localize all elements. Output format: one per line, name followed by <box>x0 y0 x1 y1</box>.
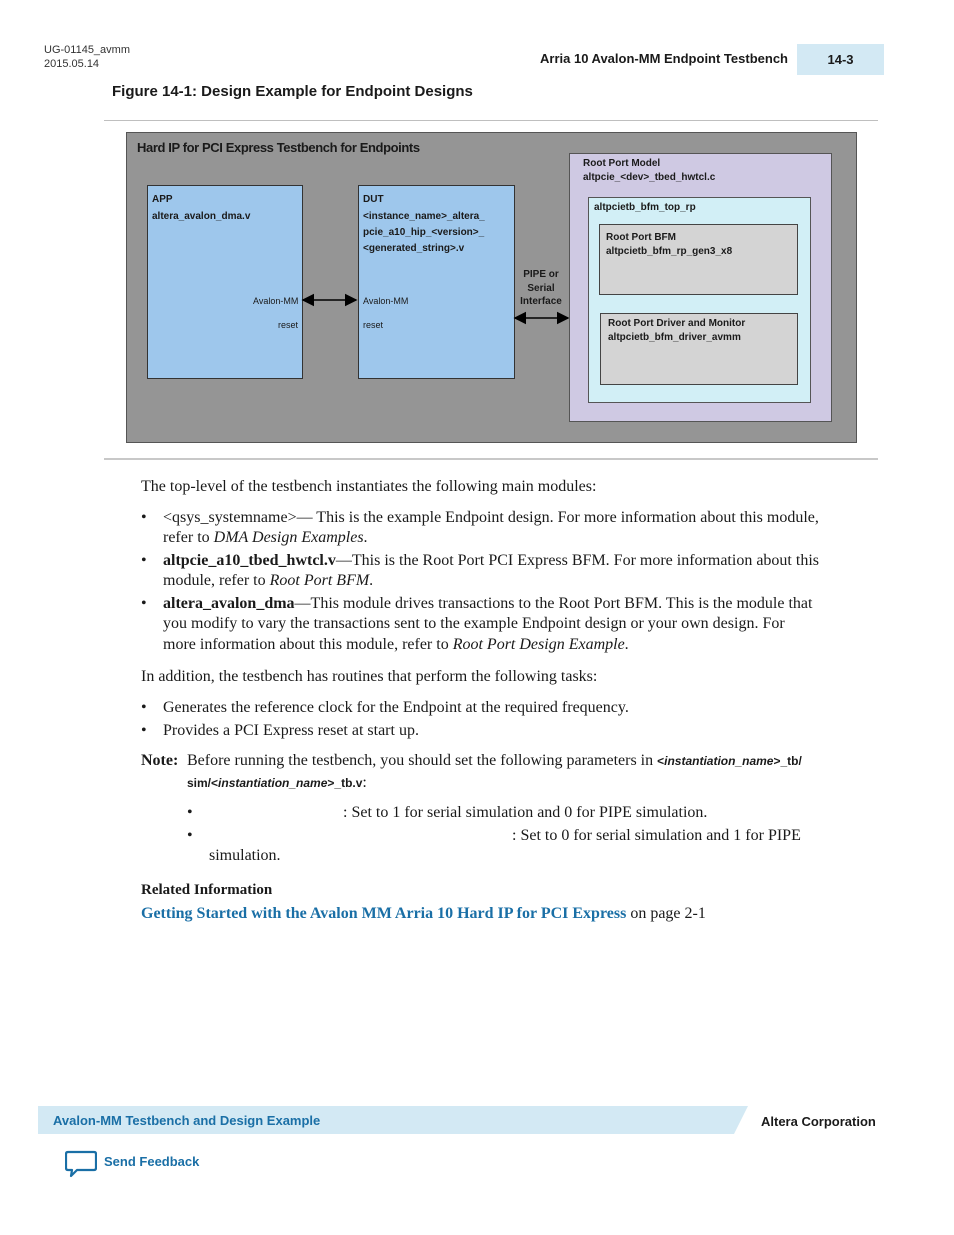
module-2-name: altpcie_a10_tbed_hwtcl.v <box>163 552 336 569</box>
root-port-model-file: altpcie_<dev>_tbed_hwtcl.c <box>583 172 716 183</box>
rp-driver-label <box>608 317 745 345</box>
footer-company: Altera Corporation <box>761 1114 876 1129</box>
rp-bfm-file: altpcietb_bfm_rp_gen3_x8 <box>606 246 733 257</box>
note-label: Note: <box>141 752 179 769</box>
bullet-dot: • <box>141 722 147 739</box>
app-file: altera_avalon_dma.v <box>152 211 251 222</box>
send-feedback-link[interactable]: Send Feedback <box>104 1154 200 1169</box>
bfm-top-label: altpcietb_bfm_top_rp <box>594 202 696 213</box>
rp-bfm-label <box>606 231 732 259</box>
root-port-design-example-ref: Root Port Design Example <box>452 636 625 653</box>
module-3-line3: more information about this module, refer to Root Port Design Example. <box>163 636 629 653</box>
dut-line1: <instance_name>_altera_ <box>363 211 485 222</box>
bullet-dot: • <box>141 595 147 612</box>
note-line1 <box>187 751 802 771</box>
app-port-avalon: Avalon-MM <box>253 296 299 306</box>
header-title: Arria 10 Avalon-MM Endpoint Testbench <box>540 51 788 66</box>
diagram-title: Hard IP for PCI Express Testbench for Endpoints <box>137 140 420 155</box>
rp-driver-file: altpcietb_bfm_driver_avmm <box>608 332 741 343</box>
dut-port-avalon: Avalon-MM <box>363 296 409 306</box>
root-port-model-title: Root Port Model <box>583 158 661 169</box>
dut-line2: pcie_a10_hip_<version>_ <box>363 227 485 238</box>
param-1-text: : Set to 1 for serial simulation and 0 for PIPE simulation. <box>343 804 708 821</box>
module-2-line2: module, refer to Root Port BFM. <box>163 572 374 589</box>
figure-bottom-rule <box>104 458 878 460</box>
root-port-bfm-ref: Root Port BFM <box>269 572 370 589</box>
app-port-reset: reset <box>278 320 299 330</box>
param-bullet-2 <box>187 826 887 868</box>
module-bullet-3 <box>141 594 881 656</box>
param-2-text: : Set to 0 for serial simulation and 1 for PIPE <box>512 827 801 844</box>
note-path-part2: sim/<instantiation_name>_tb.v <box>187 776 363 790</box>
param-bullet-1 <box>187 803 887 823</box>
doc-date: 2015.05.14 <box>44 58 100 70</box>
doc-id-block <box>44 43 130 71</box>
dut-title: DUT <box>363 194 384 205</box>
note-text: Before running the testbench, you should set the following parameters in <box>187 752 658 769</box>
routine-bullet-2 <box>141 721 881 741</box>
feedback-icon[interactable] <box>65 1150 97 1178</box>
module-2-line1: altpcie_a10_tbed_hwtcl.v—This is the Root Port PCI Express BFM. For more information about this <box>163 552 819 569</box>
pipe-label-line2: Serial <box>527 282 555 294</box>
note-path-part1: <instantiation_name>_tb/ <box>657 754 802 768</box>
bullet-dot: • <box>141 552 147 569</box>
figure-caption: Figure 14-1: Design Example for Endpoint Designs <box>112 83 473 100</box>
note-line2: sim/<instantiation_name>_tb.v: <box>187 774 367 791</box>
pipe-serial-label <box>518 268 564 309</box>
module-3-line1: altera_avalon_dma—This module drives transactions to the Root Port BFM. This is the module that <box>163 595 813 612</box>
module-1-line1: <qsys_systemname>— This is the example Endpoint design. For more information about this module, <box>163 509 819 526</box>
intro-paragraph: The top-level of the testbench instantiates the following main modules: <box>141 478 597 495</box>
related-info-label: Related Information <box>141 882 273 898</box>
bullet-dot: • <box>141 509 147 526</box>
module-bullet-1 <box>141 508 881 550</box>
figure-top-rule <box>104 120 878 121</box>
related-info-page: on page 2-1 <box>626 905 706 922</box>
bullet-dot: • <box>141 699 147 716</box>
doc-id: UG-01145_avmm <box>44 44 130 56</box>
bullet-dot: • <box>187 804 193 821</box>
module-bullet-2 <box>141 551 881 593</box>
header-page-number: 14-3 <box>797 44 884 75</box>
dma-design-examples-ref: DMA Design Examples <box>213 529 364 546</box>
app-title: APP <box>152 194 173 205</box>
footer-section-title: Avalon-MM Testbench and Design Example <box>53 1113 321 1128</box>
dut-port-reset: reset <box>363 320 384 330</box>
pipe-label-line3: Interface <box>520 296 562 307</box>
module-3-name: altera_avalon_dma <box>163 595 295 612</box>
bullet-dot: • <box>187 827 193 844</box>
rp-driver-title: Root Port Driver and Monitor <box>608 318 746 329</box>
related-info-line <box>141 904 706 924</box>
routine-bullet-1 <box>141 698 881 718</box>
routines-intro: In addition, the testbench has routines that perform the following tasks: <box>141 668 598 685</box>
param-2-continuation: simulation. <box>209 847 281 864</box>
dut-line3: <generated_string>.v <box>363 243 465 254</box>
pipe-label-line1: PIPE or <box>523 269 559 280</box>
root-port-model-label <box>583 157 715 185</box>
routine-2-text: Provides a PCI Express reset at start up. <box>163 722 419 739</box>
module-3-line2: you modify to vary the transactions sent to the example Endpoint design or your own design. For <box>163 615 785 632</box>
related-info-link[interactable]: Getting Started with the Avalon MM Arria 10 Hard IP for PCI Express <box>141 905 627 922</box>
module-1-line2: refer to DMA Design Examples. <box>163 529 368 546</box>
rp-bfm-title: Root Port BFM <box>606 232 676 243</box>
routine-1-text: Generates the reference clock for the Endpoint at the required frequency. <box>163 699 629 716</box>
